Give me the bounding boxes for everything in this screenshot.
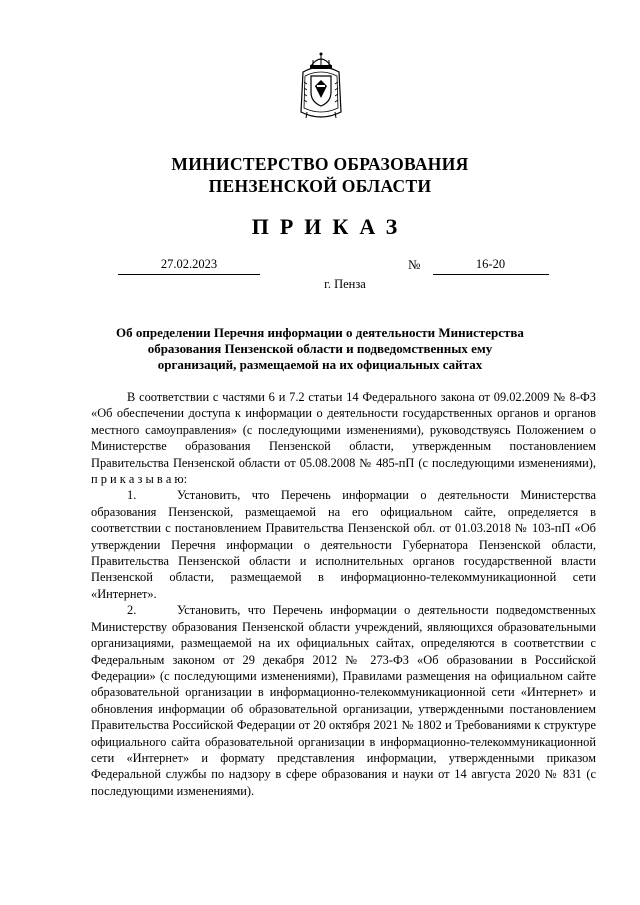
- date-underline: [118, 274, 260, 275]
- number-underline: [433, 274, 549, 275]
- item-1-number: 1.: [127, 488, 137, 503]
- organization-name-line1: МИНИСТЕРСТВО ОБРАЗОВАНИЯ: [171, 154, 469, 174]
- item-2-text: Установить, что Перечень информации о деятельности подведомственных Министерству образования Пензенской области учреждений, являющихся образовательными организациями, размещаемой на их официальных сайтах, определяются в соответствии с Федеральным законом от 29 декабря 2012 № 273-ФЗ «Об образовании в Российской Федерации» (с последующими изменениями), Правилами размещения на официальном сайте образовательной организации в информационно-телекоммуникационной сети «Интернет» и обновления информации об образовательной организации, утвержденными постановлением Правительства Российской Федерации от 20 октября 2021 № 1802 и Требованиями к структуре официального сайта образовательной организации в информационно-телекоммуникационной сети «Интернет» и формату представления информации, утвержденными приказом Федеральной службы по надзору в сфере образования и науки от 14 августа 2020 № 831 (с последующими изменениями).: [91, 603, 596, 798]
- document-number: 16-20: [475, 257, 506, 271]
- item-1: [91, 487, 596, 602]
- document-type-title: ПРИКАЗ: [251, 214, 409, 239]
- document-subject: Об определении Перечня информации о деятельности Министерства образования Пензенской области и подведомственных ему организаций, размещаемой на их официальных сайтах: [116, 325, 524, 372]
- city: г. Пенза: [324, 277, 366, 291]
- item-2: [91, 602, 596, 799]
- intro-paragraph: В соответствии с частями 6 и 7.2 статьи 14 Федерального закона от 09.02.2009 № 8-ФЗ «Об обеспечении доступа к информации о деятельности государственных органов и органов местного самоуправления» (с последующими изменениями), руководствуясь Положением о Министерстве образования Пензенской области, утвержденным постановлением Правительства Пензенской области от 05.08.2008 № 485-пП (с последующими изменениями), п р и к а з ы в а ю:: [91, 390, 596, 487]
- document-body: [91, 389, 596, 799]
- document-date: 27.02.2023: [160, 257, 218, 271]
- coat-of-arms-icon: [297, 52, 345, 122]
- item-1-text: Установить, что Перечень информации о деятельности Министерства образования Пензенской, размещаемой на его официальном сайте, определяется в соответствии с постановлением Правительства Пензенской обл. от 01.03.2018 № 103-пП «Об утверждении Перечня информации о деятельности Губернатора Пензенской области, Правительства Пензенской области и исполнительных органов государственной власти Пензенской области, размещаемой в информационно-телекоммуникационной сети «Интернет».: [91, 488, 596, 601]
- item-2-number: 2.: [127, 603, 137, 618]
- number-label: №: [408, 257, 421, 272]
- organization-name-line2: ПЕНЗЕНСКОЙ ОБЛАСТИ: [208, 176, 432, 196]
